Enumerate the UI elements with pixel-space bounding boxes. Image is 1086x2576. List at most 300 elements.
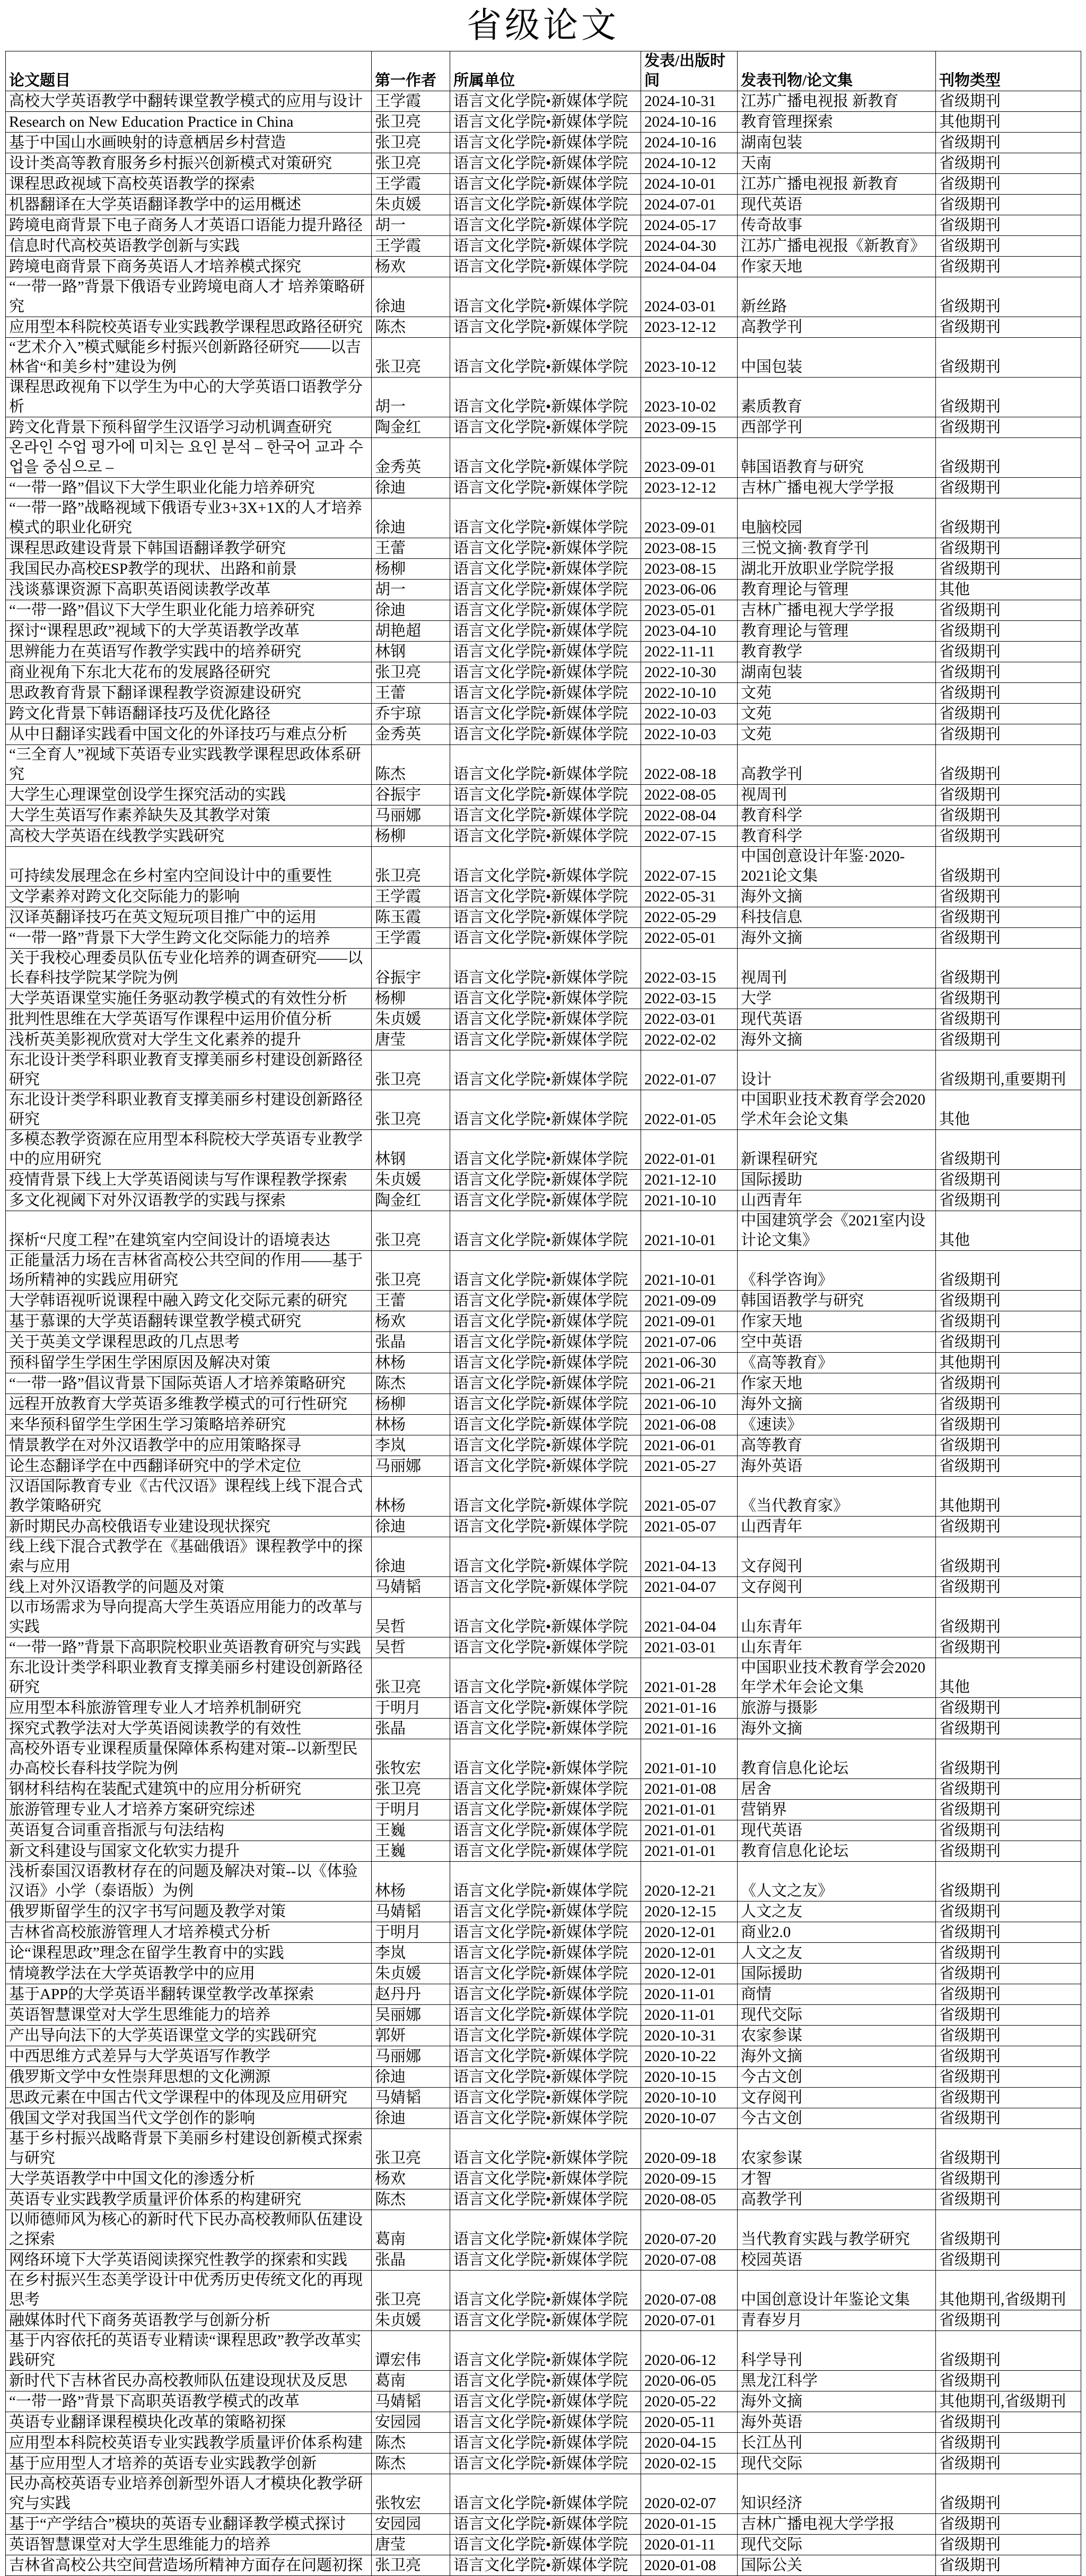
- cell-journal: 文苑: [738, 683, 936, 704]
- cell-title: 大学生英语写作素养缺失及其教学对策: [6, 805, 372, 826]
- table-row: [6, 988, 1081, 1009]
- cell-title: 思辨能力在英语写作教学实践中的培养研究: [6, 642, 372, 662]
- cell-title: 关于英美文学课程思政的几点思考: [6, 1332, 372, 1353]
- cell-unit: 语言文化学院•新媒体学院: [450, 1030, 641, 1050]
- cell-author: 林杨: [372, 1862, 450, 1902]
- cell-title: 基于内容依托的英语专业精读“课程思政”教学改革实践研究: [6, 2331, 372, 2371]
- cell-author: 徐迪: [372, 277, 450, 317]
- table-row: [6, 538, 1081, 559]
- cell-unit: 语言文化学院•新媒体学院: [450, 2046, 641, 2067]
- cell-author: 谷振宇: [372, 949, 450, 988]
- cell-title: 文学素养对跨文化交际能力的影响: [6, 887, 372, 907]
- cell-date: 2022-02-02: [641, 1030, 738, 1050]
- cell-title: 探讨“课程思政”视域下的大学英语教学改革: [6, 621, 372, 642]
- header-title: 论文题目: [6, 51, 372, 91]
- cell-journal: 营销界: [738, 1800, 936, 1820]
- cell-unit: 语言文化学院•新媒体学院: [450, 2169, 641, 2189]
- cell-journal: 才智: [738, 2169, 936, 2189]
- table-row: [6, 174, 1081, 195]
- cell-title: “一带一路”倡议下大学生职业化能力培养研究: [6, 478, 372, 498]
- cell-type: 省级期刊: [936, 2331, 1081, 2371]
- table-row: [6, 1922, 1081, 1943]
- cell-type: 省级期刊: [936, 745, 1081, 785]
- cell-type: 省级期刊: [936, 257, 1081, 277]
- cell-unit: 语言文化学院•新媒体学院: [450, 2391, 641, 2412]
- cell-author: 陈杰: [372, 2433, 450, 2454]
- cell-journal: 农家参谋: [738, 2129, 936, 2169]
- table-row: [6, 907, 1081, 928]
- cell-type: 省级期刊: [936, 600, 1081, 621]
- cell-title: 跨文化背景下预科留学生汉语学习动机调查研究: [6, 417, 372, 438]
- table-row: [6, 1820, 1081, 1841]
- cell-journal: 中国职业技术教育学会2020学术年会论文集: [738, 1090, 936, 1130]
- cell-author: 金秀英: [372, 438, 450, 478]
- cell-author: 朱贞媛: [372, 1009, 450, 1030]
- cell-author: 张卫亮: [372, 1658, 450, 1698]
- cell-author: 张牧宏: [372, 1739, 450, 1779]
- cell-type: 省级期刊: [936, 2169, 1081, 2189]
- cell-author: 葛南: [372, 2210, 450, 2250]
- cell-journal: 今古文创: [738, 2067, 936, 2088]
- cell-journal: 知识经济: [738, 2474, 936, 2514]
- cell-unit: 语言文化学院•新媒体学院: [450, 805, 641, 826]
- cell-title: 吉林省高校公共空间营造场所精神方面存在问题初探: [6, 2555, 372, 2576]
- cell-date: 2020-11-01: [641, 1984, 738, 2005]
- cell-title: 基于应用型人才培养的英语专业实践教学创新: [6, 2454, 372, 2474]
- cell-author: 王巍: [372, 1820, 450, 1841]
- cell-date: 2021-06-10: [641, 1394, 738, 1415]
- cell-journal: 素质教育: [738, 378, 936, 417]
- cell-title: 我国民办高校ESP教学的现状、出路和前景: [6, 559, 372, 580]
- cell-date: 2022-08-05: [641, 785, 738, 805]
- table-row: [6, 1394, 1081, 1415]
- table-row: [6, 112, 1081, 133]
- cell-title: 批判性思维在大学英语写作课程中运用价值分析: [6, 1009, 372, 1030]
- table-row: [6, 1658, 1081, 1698]
- cell-journal: 传奇故事: [738, 215, 936, 236]
- cell-author: 林杨: [372, 1415, 450, 1435]
- cell-title: 钢材科结构在装配式建筑中的应用分析研究: [6, 1779, 372, 1800]
- cell-date: 2020-12-01: [641, 1922, 738, 1943]
- cell-unit: 语言文化学院•新媒体学院: [450, 600, 641, 621]
- cell-author: 徐迪: [372, 1517, 450, 1537]
- cell-unit: 语言文化学院•新媒体学院: [450, 1943, 641, 1964]
- cell-unit: 语言文化学院•新媒体学院: [450, 2067, 641, 2088]
- cell-type: 省级期刊: [936, 2433, 1081, 2454]
- cell-author: 于明月: [372, 1800, 450, 1820]
- table-row: [6, 1841, 1081, 1862]
- cell-title: 思政元素在中国古代文学课程中的体现及应用研究: [6, 2088, 372, 2108]
- cell-type: 省级期刊: [936, 1394, 1081, 1415]
- cell-journal: 设计: [738, 1050, 936, 1090]
- cell-author: 林钢: [372, 642, 450, 662]
- cell-author: 杨柳: [372, 1394, 450, 1415]
- cell-author: 金秀英: [372, 724, 450, 745]
- cell-unit: 语言文化学院•新媒体学院: [450, 1435, 641, 1456]
- table-row: [6, 2454, 1081, 2474]
- cell-type: 省级期刊: [936, 1517, 1081, 1537]
- cell-type: 省级期刊: [936, 1170, 1081, 1190]
- cell-unit: 语言文化学院•新媒体学院: [450, 928, 641, 949]
- cell-type: 省级期刊: [936, 1435, 1081, 1456]
- cell-title: 商业视角下东北大花布的发展路径研究: [6, 662, 372, 683]
- cell-author: 张晶: [372, 1332, 450, 1353]
- cell-unit: 语言文化学院•新媒体学院: [450, 2331, 641, 2371]
- cell-journal: 科学导刊: [738, 2331, 936, 2371]
- cell-unit: 语言文化学院•新媒体学院: [450, 2271, 641, 2310]
- table-row: [6, 1698, 1081, 1719]
- table-row: [6, 257, 1081, 277]
- cell-date: 2021-10-10: [641, 1190, 738, 1211]
- cell-date: 2022-05-29: [641, 907, 738, 928]
- cell-type: 省级期刊: [936, 478, 1081, 498]
- cell-type: 省级期刊: [936, 1841, 1081, 1862]
- table-row: [6, 1902, 1081, 1922]
- table-row: [6, 438, 1081, 478]
- cell-journal: 现代英语: [738, 1820, 936, 1841]
- cell-date: 2024-10-16: [641, 112, 738, 133]
- cell-date: 2022-10-30: [641, 662, 738, 683]
- cell-title: 应用型本科旅游管理专业人才培养机制研究: [6, 1698, 372, 1719]
- cell-journal: 科技信息: [738, 907, 936, 928]
- cell-title: 旅游管理专业人才培养方案研究综述: [6, 1800, 372, 1820]
- cell-author: 于明月: [372, 1698, 450, 1719]
- cell-unit: 语言文化学院•新媒体学院: [450, 91, 641, 112]
- cell-unit: 语言文化学院•新媒体学院: [450, 2310, 641, 2331]
- cell-type: 省级期刊: [936, 1598, 1081, 1637]
- cell-type: 省级期刊: [936, 1862, 1081, 1902]
- cell-title: 线上线下混合式教学在《基础俄语》课程教学中的探索与应用: [6, 1537, 372, 1577]
- cell-type: 省级期刊: [936, 621, 1081, 642]
- table-row: [6, 724, 1081, 745]
- cell-unit: 语言文化学院•新媒体学院: [450, 1332, 641, 1353]
- cell-unit: 语言文化学院•新媒体学院: [450, 438, 641, 478]
- cell-author: 胡一: [372, 215, 450, 236]
- header-type: 刊物类型: [936, 51, 1081, 91]
- cell-journal: 海外文摘: [738, 928, 936, 949]
- cell-date: 2020-08-05: [641, 2189, 738, 2210]
- cell-type: 省级期刊: [936, 1456, 1081, 1477]
- cell-title: “一带一路”背景下高职英语教学模式的改革: [6, 2391, 372, 2412]
- cell-author: 葛南: [372, 2371, 450, 2391]
- cell-type: 其他: [936, 1211, 1081, 1251]
- cell-type: 省级期刊: [936, 2474, 1081, 2514]
- table-row: [6, 2250, 1081, 2271]
- cell-type: 其他期刊: [936, 112, 1081, 133]
- cell-title: 网络环境下大学英语阅读探究性教学的探索和实践: [6, 2250, 372, 2271]
- cell-type: 省级期刊: [936, 988, 1081, 1009]
- cell-unit: 语言文化学院•新媒体学院: [450, 2412, 641, 2433]
- cell-journal: 居舍: [738, 1779, 936, 1800]
- cell-author: 于明月: [372, 1922, 450, 1943]
- cell-title: 线上对外汉语教学的问题及对策: [6, 1577, 372, 1598]
- table-row: [6, 1862, 1081, 1902]
- cell-unit: 语言文化学院•新媒体学院: [450, 2474, 641, 2514]
- cell-journal: 作家天地: [738, 1311, 936, 1332]
- cell-date: 2022-03-01: [641, 1009, 738, 1030]
- cell-title: 东北设计类学科职业教育支撑美丽乡村建设创新路径研究: [6, 1658, 372, 1698]
- cell-unit: 语言文化学院•新媒体学院: [450, 1658, 641, 1698]
- cell-title: “一带一路”背景下大学生跨文化交际能力的培养: [6, 928, 372, 949]
- cell-journal: 韩国语教育与研究: [738, 438, 936, 478]
- table-row: [6, 1353, 1081, 1373]
- cell-journal: 现代交际: [738, 2454, 936, 2474]
- cell-date: 2024-10-16: [641, 133, 738, 153]
- table-row: [6, 1719, 1081, 1739]
- cell-author: 朱贞媛: [372, 2310, 450, 2331]
- table-row: [6, 826, 1081, 847]
- cell-journal: 黑龙江科学: [738, 2371, 936, 2391]
- cell-title: 疫情背景下线上大学英语阅读与写作课程教学探索: [6, 1170, 372, 1190]
- cell-author: 安园园: [372, 2514, 450, 2535]
- cell-date: 2024-10-01: [641, 174, 738, 195]
- cell-unit: 语言文化学院•新媒体学院: [450, 1779, 641, 1800]
- cell-date: 2020-07-20: [641, 2210, 738, 2250]
- cell-title: 浅析泰国汉语教材存在的问题及解决对策--以《体验汉语》小学（泰语版）为例: [6, 1862, 372, 1902]
- cell-date: 2021-04-04: [641, 1598, 738, 1637]
- cell-title: 基于APP的大学英语半翻转课堂教学改革探索: [6, 1984, 372, 2005]
- cell-unit: 语言文化学院•新媒体学院: [450, 1211, 641, 1251]
- cell-journal: 现代英语: [738, 1009, 936, 1030]
- cell-title: 新时代下吉林省民办高校教师队伍建设现状及反思: [6, 2371, 372, 2391]
- cell-author: 安园园: [372, 2412, 450, 2433]
- cell-author: 李岚: [372, 1435, 450, 1456]
- cell-type: 省级期刊: [936, 683, 1081, 704]
- cell-date: 2023-08-15: [641, 538, 738, 559]
- table-row: [6, 478, 1081, 498]
- cell-journal: 电脑校园: [738, 498, 936, 538]
- table-row: [6, 2271, 1081, 2310]
- cell-type: 其他: [936, 1090, 1081, 1130]
- cell-title: 英语智慧课堂对大学生思维能力的培养: [6, 2535, 372, 2555]
- cell-author: 张卫亮: [372, 1779, 450, 1800]
- cell-title: 跨文化背景下韩语翻译技巧及优化路径: [6, 704, 372, 724]
- header-date: 发表/出版时间: [641, 51, 738, 91]
- cell-unit: 语言文化学院•新媒体学院: [450, 1698, 641, 1719]
- cell-title: 论生态翻译学在中西翻译研究中的学术定位: [6, 1456, 372, 1477]
- cell-title: “一带一路”倡议下大学生职业化能力培养研究: [6, 600, 372, 621]
- cell-type: 省级期刊: [936, 236, 1081, 257]
- cell-journal: 文苑: [738, 704, 936, 724]
- cell-unit: 语言文化学院•新媒体学院: [450, 704, 641, 724]
- cell-type: 省级期刊: [936, 438, 1081, 478]
- cell-title: 大学英语教学中中国文化的渗透分析: [6, 2169, 372, 2189]
- cell-journal: 山西青年: [738, 1190, 936, 1211]
- cell-type: 省级期刊: [936, 1800, 1081, 1820]
- table-row: [6, 195, 1081, 215]
- cell-journal: 高教学刊: [738, 745, 936, 785]
- cell-date: 2021-01-01: [641, 1841, 738, 1862]
- cell-author: 林杨: [372, 1353, 450, 1373]
- cell-date: 2020-06-12: [641, 2331, 738, 2371]
- cell-date: 2020-07-08: [641, 2250, 738, 2271]
- cell-author: 张卫亮: [372, 1251, 450, 1291]
- cell-journal: 天南: [738, 153, 936, 174]
- cell-unit: 语言文化学院•新媒体学院: [450, 1820, 641, 1841]
- cell-unit: 语言文化学院•新媒体学院: [450, 2026, 641, 2046]
- cell-title: 跨境电商背景下商务英语人才培养模式探究: [6, 257, 372, 277]
- cell-title: 从中日翻译实践看中国文化的外译技巧与难点分析: [6, 724, 372, 745]
- cell-journal: 文存阅刊: [738, 2088, 936, 2108]
- cell-title: 来华预科留学生学困生学习策略培养研究: [6, 1415, 372, 1435]
- cell-title: 预科留学生学困生学困原因及解决对策: [6, 1353, 372, 1373]
- cell-type: 其他期刊: [936, 1353, 1081, 1373]
- cell-type: 其他: [936, 580, 1081, 600]
- cell-date: 2022-05-01: [641, 928, 738, 949]
- cell-date: 2024-10-12: [641, 153, 738, 174]
- cell-date: 2021-05-07: [641, 1477, 738, 1517]
- cell-date: 2022-01-07: [641, 1050, 738, 1090]
- cell-title: 探究式教学法对大学英语阅读教学的有效性: [6, 1719, 372, 1739]
- cell-unit: 语言文化学院•新媒体学院: [450, 2129, 641, 2169]
- cell-unit: 语言文化学院•新媒体学院: [450, 785, 641, 805]
- cell-journal: 青春岁月: [738, 2310, 936, 2331]
- table-row: [6, 2433, 1081, 2454]
- cell-title: 高校外语专业课程质量保障体系构建对策--以新型民办高校长春科技学院为例: [6, 1739, 372, 1779]
- cell-journal: 现代交际: [738, 2535, 936, 2555]
- cell-date: 2024-10-31: [641, 91, 738, 112]
- cell-title: Research on New Education Practice in China: [6, 112, 372, 133]
- cell-date: 2020-12-15: [641, 1902, 738, 1922]
- cell-author: 杨欢: [372, 2169, 450, 2189]
- table-row: [6, 1311, 1081, 1332]
- cell-title: 多文化视阈下对外汉语教学的实践与探索: [6, 1190, 372, 1211]
- cell-type: 省级期刊: [936, 2535, 1081, 2555]
- table-row: [6, 1517, 1081, 1537]
- cell-title: 多模态教学资源在应用型本科院校大学英语专业教学中的应用研究: [6, 1130, 372, 1170]
- cell-date: 2020-06-05: [641, 2371, 738, 2391]
- table-row: [6, 1435, 1081, 1456]
- cell-journal: 高教学刊: [738, 317, 936, 338]
- cell-title: 新文科建设与国家文化软实力提升: [6, 1841, 372, 1862]
- cell-author: 郭妍: [372, 2026, 450, 2046]
- cell-date: 2022-07-15: [641, 826, 738, 847]
- cell-journal: 中国创意设计年鉴·2020-2021论文集: [738, 847, 936, 887]
- cell-author: 杨柳: [372, 559, 450, 580]
- cell-unit: 语言文化学院•新媒体学院: [450, 1170, 641, 1190]
- table-row: [6, 1577, 1081, 1598]
- cell-date: 2020-12-01: [641, 1964, 738, 1984]
- cell-title: 信息时代高校英语教学创新与实践: [6, 236, 372, 257]
- cell-type: 省级期刊: [936, 1415, 1081, 1435]
- cell-date: 2023-09-01: [641, 438, 738, 478]
- cell-date: 2021-01-01: [641, 1820, 738, 1841]
- cell-unit: 语言文化学院•新媒体学院: [450, 317, 641, 338]
- cell-journal: 高教学刊: [738, 2189, 936, 2210]
- cell-type: 省级期刊: [936, 2108, 1081, 2129]
- table-row: [6, 2067, 1081, 2088]
- cell-author: 张卫亮: [372, 338, 450, 378]
- cell-unit: 语言文化学院•新媒体学院: [450, 1373, 641, 1394]
- cell-unit: 语言文化学院•新媒体学院: [450, 1311, 641, 1332]
- cell-date: 2020-12-01: [641, 1943, 738, 1964]
- cell-date: 2020-10-15: [641, 2067, 738, 2088]
- table-row: [6, 1779, 1081, 1800]
- table-row: [6, 498, 1081, 538]
- papers-table: [5, 51, 1081, 2576]
- cell-date: 2023-10-12: [641, 338, 738, 378]
- cell-type: 省级期刊: [936, 559, 1081, 580]
- cell-author: 马婧韬: [372, 2391, 450, 2412]
- cell-title: 英语智慧课堂对大学生思维能力的培养: [6, 2005, 372, 2026]
- cell-author: 张晶: [372, 2250, 450, 2271]
- cell-type: 省级期刊: [936, 538, 1081, 559]
- cell-unit: 语言文化学院•新媒体学院: [450, 277, 641, 317]
- cell-date: 2020-10-22: [641, 2046, 738, 2067]
- cell-journal: 高等教育: [738, 1435, 936, 1456]
- cell-date: 2023-08-15: [641, 559, 738, 580]
- cell-journal: 海外文摘: [738, 2046, 936, 2067]
- cell-author: 杨欢: [372, 1311, 450, 1332]
- cell-author: 杨欢: [372, 257, 450, 277]
- cell-journal: 湖北开放职业学院学报: [738, 559, 936, 580]
- cell-title: 课程思政视角下以学生为中心的大学英语口语教学分析: [6, 378, 372, 417]
- cell-author: 张卫亮: [372, 1050, 450, 1090]
- cell-unit: 语言文化学院•新媒体学院: [450, 826, 641, 847]
- cell-author: 张牧宏: [372, 2474, 450, 2514]
- cell-unit: 语言文化学院•新媒体学院: [450, 417, 641, 438]
- cell-title: 英语复合词重音指派与句法结构: [6, 1820, 372, 1841]
- table-row: [6, 317, 1081, 338]
- cell-type: 省级期刊: [936, 174, 1081, 195]
- cell-date: 2021-01-16: [641, 1719, 738, 1739]
- table-row: [6, 215, 1081, 236]
- cell-journal: 吉林广播电视大学学报: [738, 2514, 936, 2535]
- table-row: [6, 2514, 1081, 2535]
- cell-journal: 旅游与摄影: [738, 1698, 936, 1719]
- cell-date: 2023-10-02: [641, 378, 738, 417]
- cell-unit: 语言文化学院•新媒体学院: [450, 683, 641, 704]
- cell-unit: 语言文化学院•新媒体学院: [450, 559, 641, 580]
- cell-journal: 山东青年: [738, 1637, 936, 1658]
- cell-journal: 海外英语: [738, 1456, 936, 1477]
- cell-date: 2022-11-11: [641, 642, 738, 662]
- table-row: [6, 1943, 1081, 1964]
- cell-unit: 语言文化学院•新媒体学院: [450, 2454, 641, 2474]
- cell-type: 省级期刊: [936, 2454, 1081, 2474]
- cell-type: 省级期刊: [936, 704, 1081, 724]
- table-row: [6, 1373, 1081, 1394]
- cell-author: 王蕾: [372, 538, 450, 559]
- cell-type: 省级期刊: [936, 1291, 1081, 1311]
- cell-date: 2021-04-07: [641, 1577, 738, 1598]
- cell-author: 王巍: [372, 1841, 450, 1862]
- cell-type: 省级期刊: [936, 133, 1081, 153]
- cell-journal: 中国职业技术教育学会2020年学术年会论文集: [738, 1658, 936, 1698]
- cell-unit: 语言文化学院•新媒体学院: [450, 907, 641, 928]
- cell-date: 2024-04-30: [641, 236, 738, 257]
- cell-author: 徐迪: [372, 478, 450, 498]
- cell-journal: 文苑: [738, 724, 936, 745]
- cell-date: 2023-09-15: [641, 417, 738, 438]
- cell-title: 基于中国山水画映射的诗意栖居乡村营造: [6, 133, 372, 153]
- cell-unit: 语言文化学院•新媒体学院: [450, 2189, 641, 2210]
- cell-unit: 语言文化学院•新媒体学院: [450, 2108, 641, 2129]
- cell-journal: 海外文摘: [738, 1719, 936, 1739]
- cell-type: 省级期刊: [936, 1698, 1081, 1719]
- cell-type: 省级期刊: [936, 1332, 1081, 1353]
- cell-title: 课程思政视域下高校英语教学的探索: [6, 174, 372, 195]
- cell-author: 吴哲: [372, 1598, 450, 1637]
- cell-title: 英语专业翻译课程模块化改革的策略初探: [6, 2412, 372, 2433]
- cell-type: 省级期刊: [936, 1577, 1081, 1598]
- table-row: [6, 928, 1081, 949]
- cell-unit: 语言文化学院•新媒体学院: [450, 2555, 641, 2576]
- cell-journal: 海外英语: [738, 2412, 936, 2433]
- cell-type: 省级期刊: [936, 847, 1081, 887]
- cell-date: 2022-07-15: [641, 847, 738, 887]
- cell-journal: 作家天地: [738, 257, 936, 277]
